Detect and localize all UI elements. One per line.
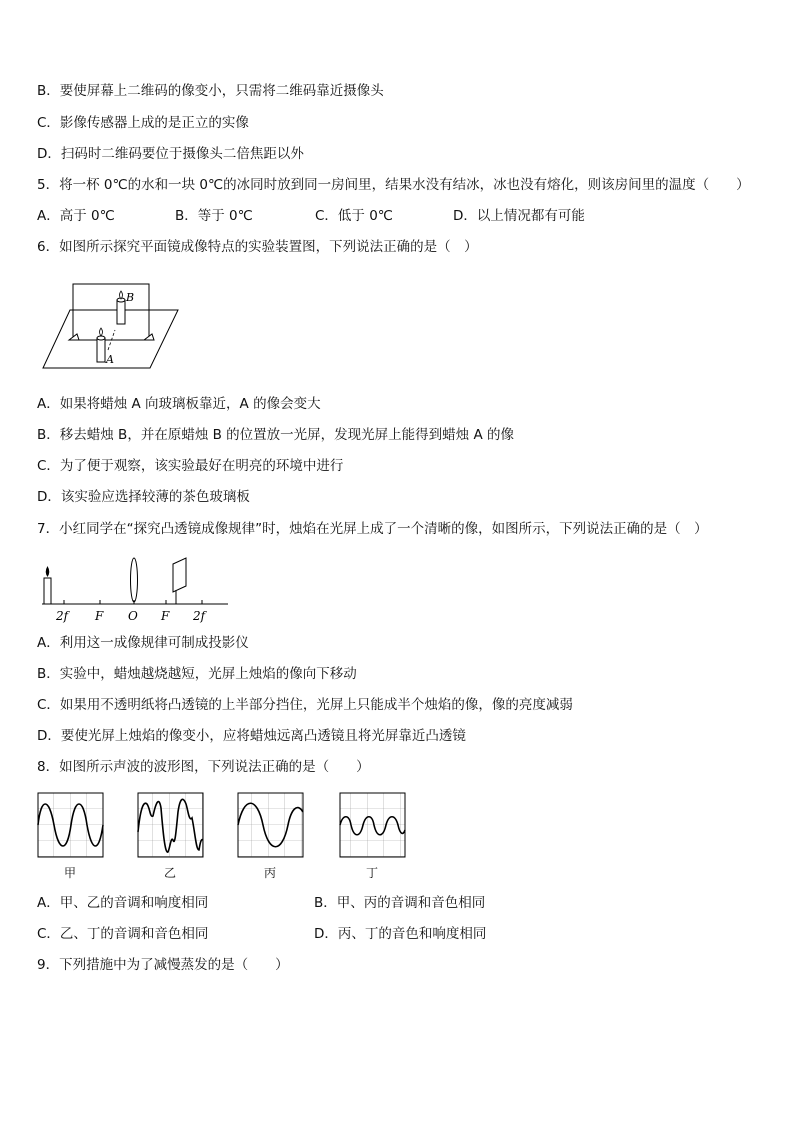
wave-panel-jia	[38, 793, 103, 857]
wave-label-ding: 丁	[365, 866, 378, 880]
option-c-prev: C．影像传感器上成的是正立的实像	[37, 115, 249, 131]
q6-option-d: D．该实验应选择较薄的茶色玻璃板	[37, 489, 250, 505]
lens-experiment-figure	[38, 556, 238, 626]
mirror-experiment-figure	[42, 278, 182, 372]
axis-label-f-right: F	[161, 609, 170, 623]
axis-label-2f-right: 2f	[193, 609, 206, 623]
wave-panel-bing	[238, 793, 303, 857]
waveform-figure	[37, 792, 407, 858]
q8-option-b: B．甲、丙的音调和音色相同	[314, 895, 486, 911]
q6-option-c: C．为了便于观察，该实验最好在明亮的环境中进行	[37, 458, 344, 474]
q8-option-c: C．乙、丁的音调和音色相同	[37, 926, 209, 942]
option-d-prev: D．扫码时二维码要位于摄像头二倍焦距以外	[37, 146, 304, 162]
q7-option-a: A．利用这一成像规律可制成投影仪	[37, 635, 249, 651]
option-b-prev: B．要使屏幕上二维码的像变小，只需将二维码靠近摄像头	[37, 83, 384, 99]
label-b: B	[126, 291, 135, 304]
q7-option-d: D．要使光屏上烛焰的像变小，应将蜡烛远离凸透镜且将光屏靠近凸透镜	[37, 728, 466, 744]
q6-option-b: B．移去蜡烛 B，并在原蜡烛 B 的位置放一光屏，发现光屏上能得到蜡烛 A 的像	[37, 427, 514, 443]
q5-option-c: C．低于 0℃	[315, 208, 393, 224]
axis-label-f-left: F	[95, 609, 104, 623]
axis-label-o: O	[128, 609, 138, 623]
label-a: A	[106, 353, 114, 366]
q6-stem: 6．如图所示探究平面镜成像特点的实验装置图，下列说法正确的是（ ）	[37, 239, 478, 255]
q5-stem: 5．将一杯 0℃的水和一块 0℃的冰同时放到同一房间里，结果水没有结冰，冰也没有熔化，则该房间里的温度（ ）	[37, 177, 750, 193]
wave-label-jia: 甲	[63, 866, 76, 880]
wave-label-yi: 乙	[163, 866, 176, 880]
q7-stem: 7．小红同学在“探究凸透镜成像规律”时，烛焰在光屏上成了一个清晰的像，如图所示，下列说法正确的是（ ）	[37, 521, 708, 537]
q7-option-c: C．如果用不透明纸将凸透镜的上半部分挡住，光屏上只能成半个烛焰的像，像的亮度减弱	[37, 697, 573, 713]
wave-panel-yi	[138, 793, 203, 857]
q8-option-d: D．丙、丁的音色和响度相同	[314, 926, 487, 942]
q6-option-a: A．如果将蜡烛 A 向玻璃板靠近，A 的像会变大	[37, 396, 321, 412]
q7-option-b: B．实验中，蜡烛越烧越短，光屏上烛焰的像向下移动	[37, 666, 357, 682]
q8-stem: 8．如图所示声波的波形图，下列说法正确的是（ ）	[37, 759, 370, 775]
q9-stem: 9．下列措施中为了减慢蒸发的是（ ）	[37, 957, 289, 973]
q8-option-a: A．甲、乙的音调和响度相同	[37, 895, 209, 911]
q5-option-a: A．高于 0℃	[37, 208, 115, 224]
q5-option-b: B．等于 0℃	[175, 208, 253, 224]
q5-option-d: D．以上情况都有可能	[453, 208, 585, 224]
wave-panel-ding	[340, 793, 405, 857]
wave-label-bing: 丙	[263, 866, 276, 880]
axis-label-2f-left: 2f	[56, 609, 69, 623]
